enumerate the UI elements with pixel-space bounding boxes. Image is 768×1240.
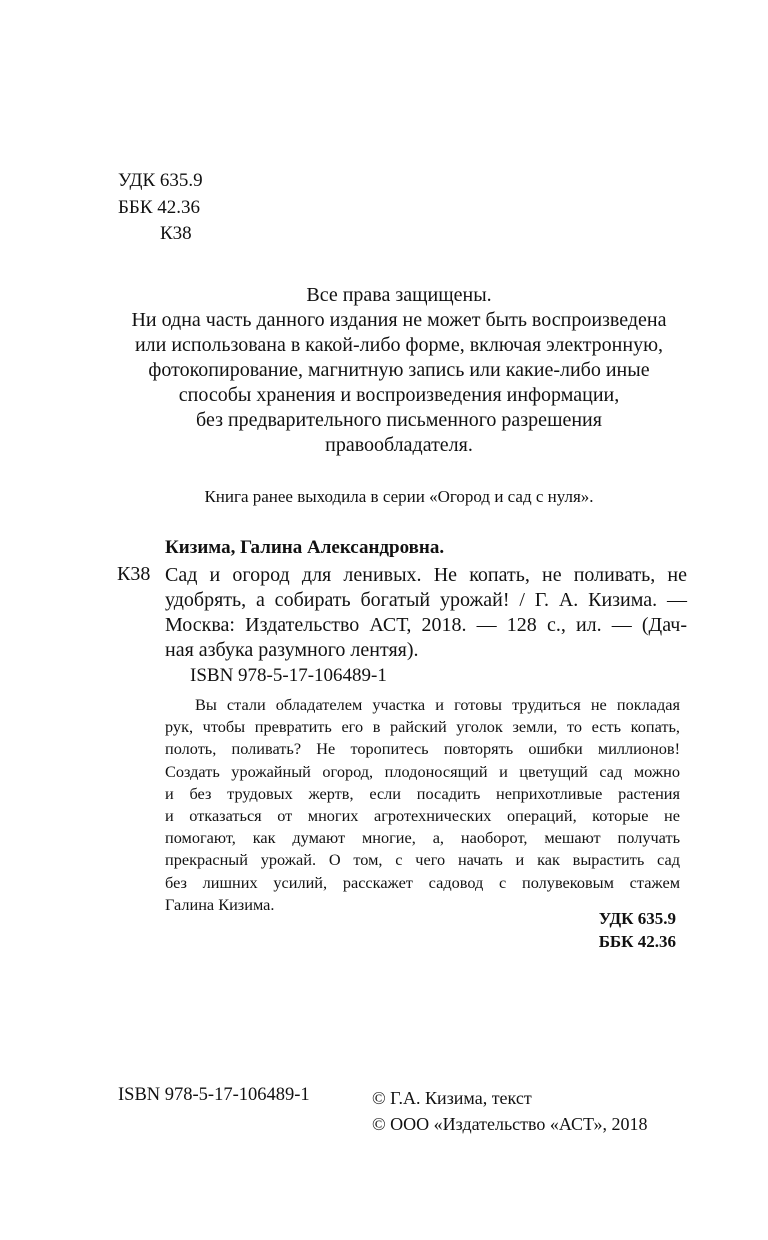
copyright-block xyxy=(372,1085,648,1137)
series-note: Книга ранее выходила в серии «Огород и сад с нуля». xyxy=(204,487,594,506)
catalog-udk: УДК 635.9 xyxy=(598,909,676,928)
rights-line: Ни одна часть данного издания не может быть воспроизведена xyxy=(131,309,667,331)
catalog-mark: К38 xyxy=(117,563,151,585)
annotation-line: без лишних усилий, расскажет садовод с полувековым стажем xyxy=(165,872,680,892)
annotation-line: Вы стали обладателем участка и готовы трудиться не покладая xyxy=(195,695,680,714)
rights-line: или использована в какой-либо форме, включая электронную, xyxy=(134,334,664,356)
annotation-line: прекрасный урожай. О том, с чего начать и как вырастить сад xyxy=(165,850,680,870)
description-line: Сад и огород для ленивых. Не копать, не поливать, не xyxy=(165,564,687,586)
description-line: удобрять, а собирать богатый урожай! / Г. А. Кизима. — xyxy=(165,589,687,611)
description-line: Москва: Издательство АСТ, 2018. — 128 с., ил. — (Дач- xyxy=(165,614,687,636)
catalog-isbn: ISBN 978-5-17-106489-1 xyxy=(190,665,387,686)
rights-line: фотокопирование, магнитную запись или какие-либо иные xyxy=(148,359,650,381)
catalog-author: Кизима, Галина Александровна. xyxy=(165,537,445,558)
annotation-line: Создать урожайный огород, плодоносящий и цветущий сад можно xyxy=(165,761,680,781)
rights-line: без предварительного письменного разрешения xyxy=(196,409,602,431)
description-line: ная азбука разумного лентяя). xyxy=(165,639,419,661)
copyright-publisher: © ООО «Издательство «АСТ», 2018 xyxy=(372,1114,648,1134)
rights-line: Все права защищены. xyxy=(306,284,492,306)
catalog-bbk: ББК 42.36 xyxy=(598,932,676,951)
annotation-line: полоть, поливать? Не торопитесь повторять ошибки миллионов! xyxy=(165,739,680,759)
bbk-code: ББК 42.36 xyxy=(118,197,200,218)
annotation-line: рук, чтобы превратить его в райский уголок земли, то есть копать, xyxy=(165,717,680,737)
catalog-codes xyxy=(560,907,676,953)
author-mark: К38 xyxy=(160,223,192,244)
annotation-line: и отказаться от многих агротехнических операций, которые не xyxy=(165,806,680,826)
annotation xyxy=(165,694,680,916)
rights-notice xyxy=(90,283,708,458)
annotation-line: и без трудовых жертв, если посадить неприхотливые растения xyxy=(165,783,680,803)
footer-isbn: ISBN 978-5-17-106489-1 xyxy=(118,1085,310,1105)
rights-line: правообладателя. xyxy=(325,434,473,456)
rights-line: способы хранения и воспроизведения информации, xyxy=(178,384,620,406)
copyright-author: © Г.А. Кизима, текст xyxy=(372,1088,532,1108)
bibliographic-description xyxy=(165,563,687,663)
udk-code: УДК 635.9 xyxy=(118,170,203,191)
annotation-line: помогают, как думают многие, а, наоборот, мешают получать xyxy=(165,828,680,848)
annotation-line: Галина Кизима. xyxy=(165,894,275,914)
